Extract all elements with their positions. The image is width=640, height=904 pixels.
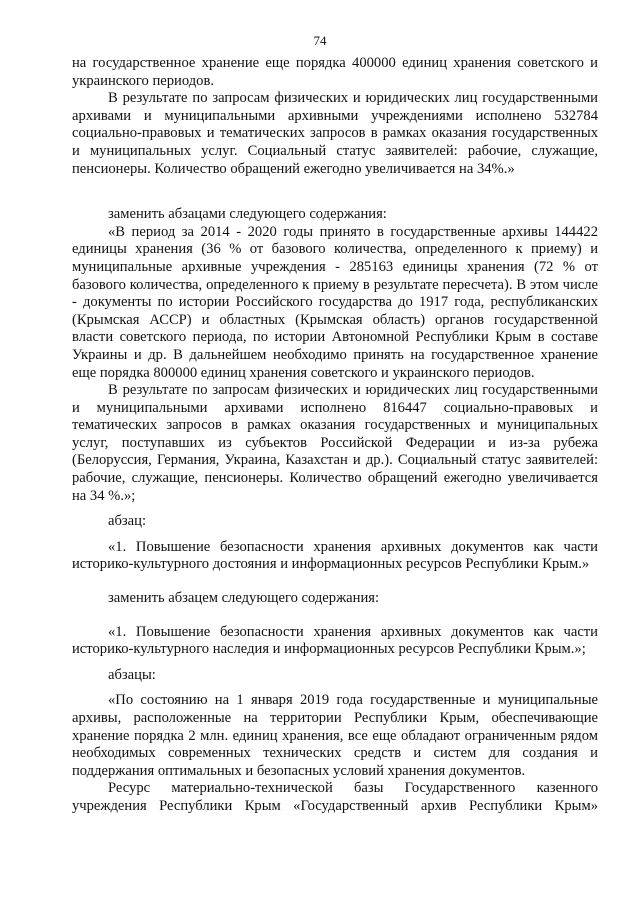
paragraph: абзацы: [108,666,156,683]
page-number: 74 [313,33,327,48]
paragraph: на государственное хранение еще порядка 400000 единиц хранения советского и украинского периодов. [72,55,598,89]
paragraph: В результате по запросам физических и юридических лиц государственными архивами и муниципальными архивными учреждениями исполнено 532784 социально-правовых и тематических запросов в рамках оказания государственных и муниципальных услуг. Социальный статус заявителей: рабочие, служащие, пенсионеры. Количество обращений ежегодно увеличивается на 34%.» [72,90,598,177]
paragraph: абзац: [108,513,147,530]
paragraph: заменить абзацем следующего содержания: [108,590,380,607]
paragraph: «1. Повышение безопасности хранения архивных документов как части историко-культурного наследия и информационных ресурсов Республики Крым.»; [72,623,598,658]
paragraph: Ресурс материально-технической базы Государственного казенного учреждения Республики Крым «Государственный архив Республики Крым» [72,780,598,814]
document-body [72,55,598,816]
paragraph: заменить абзацами следующего содержания: [108,206,387,223]
paragraph: В результате по запросам физических и юридических лиц государственными и муниципальными архивами исполнено 816447 социально-правовых и тематических запросов в рамках оказания государственных и муниципальных услуг, поступавших из субъектов Российской Федерации и из-за рубежа (Белоруссия, Германия, Украина, Казахстан и др.). Социальный статус заявителей: рабочие, служащие, пенсионеры. Количество обращений ежегодно увеличивается на 34 %.»; [72,382,598,504]
paragraph: «В период за 2014 - 2020 годы принято в государственные архивы 144422 единицы хранения (36 % от базового количества, определенного к приему) и муниципальные архивные учреждения - 285163 единицы хранения (72 % от базового количества, определенного к приему в результате пересчета). В этом числе - документы по истории Российского государства до 1917 года, республиканских (Крымская АССР) и областных (Крымская область) органов государственной власти советского периода, по истории Автономной Республики Крым в составе Украины и др. В дальнейшем необходимо принять на государственное хранение еще порядка 800000 единиц хранения советского и украинского периодов. [72,223,598,381]
paragraph: «1. Повышение безопасности хранения архивных документов как части историко-культурного достояния и информационных ресурсов Республики Крым.» [72,538,598,573]
paragraph: «По состоянию на 1 января 2019 года государственные и муниципальные архивы, расположенные на территории Республики Крым, обеспечивающие хранение порядка 2 млн. единиц хранения, все еще обладают ограниченным рядом необходимых современных технических средств и систем для создания и поддержания оптимальных и безопасных условий хранения документов. [72,692,598,779]
